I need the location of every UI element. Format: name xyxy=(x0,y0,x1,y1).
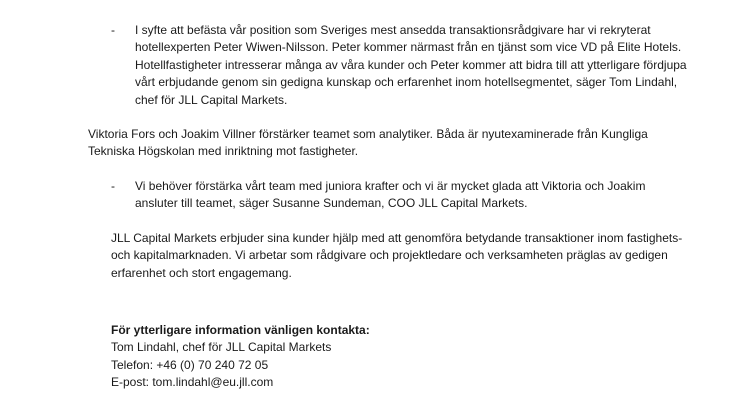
text-line: Hotellfastigheter intresserar många av våra kunder och Peter kommer att bidra till att ytterligare fördjupa xyxy=(135,57,687,72)
text-line: Tekniska Högskolan med inriktning mot fastigheter. xyxy=(88,144,359,159)
text-line: JLL Capital Markets erbjuder sina kunder hjälp med att genomföra betydande transaktioner inom fastighets- xyxy=(111,231,683,245)
text-line: erfarenhet och stort engagemang. xyxy=(111,265,292,280)
contact-email: E-post: tom.lindahl@eu.jll.com xyxy=(111,375,274,390)
contact-block xyxy=(111,322,370,392)
company-paragraph xyxy=(111,230,682,282)
text-line: I syfte att befästa vår position som Sveriges mest ansedda transaktionsrådgivare har vi rekryterat xyxy=(135,23,651,37)
text-line: Viktoria Fors och Joakim Villner förstärker teamet som analytiker. Båda är nyutexaminerade från Kungliga xyxy=(88,127,648,141)
quote-bullet-2-text xyxy=(135,178,645,213)
text-line: vårt erbjudande genom sin gedigna kunskap och erfarenhet inom hotellsegmentet, säger Tom Lindahl, xyxy=(135,75,678,90)
text-line: och kapitalmarknaden. Vi arbetar som rådgivare och projektledare och verksamheten präglas av gedigen xyxy=(111,248,668,263)
text-line: chef för JLL Capital Markets. xyxy=(135,92,288,107)
quote-bullet-1-text xyxy=(135,22,687,109)
contact-heading: För ytterligare information vänligen kontakta: xyxy=(111,323,370,337)
text-line: ansluter till teamet, säger Susanne Sundeman, COO JLL Capital Markets. xyxy=(135,196,528,211)
bullet-dash: - xyxy=(111,179,115,193)
text-line: hotellexperten Peter Wiwen-Nilsson. Peter kommer närmast från en tjänst som vice VD på Elite Hotels. xyxy=(135,40,682,55)
analysts-paragraph xyxy=(88,126,648,161)
contact-phone: Telefon: +46 (0) 70 240 72 05 xyxy=(111,357,269,372)
bullet-dash: - xyxy=(111,23,115,37)
contact-name: Tom Lindahl, chef för JLL Capital Markets xyxy=(111,340,332,355)
text-line: Vi behöver förstärka vårt team med juniora krafter och vi är mycket glada att Viktoria och Joakim xyxy=(135,179,646,193)
